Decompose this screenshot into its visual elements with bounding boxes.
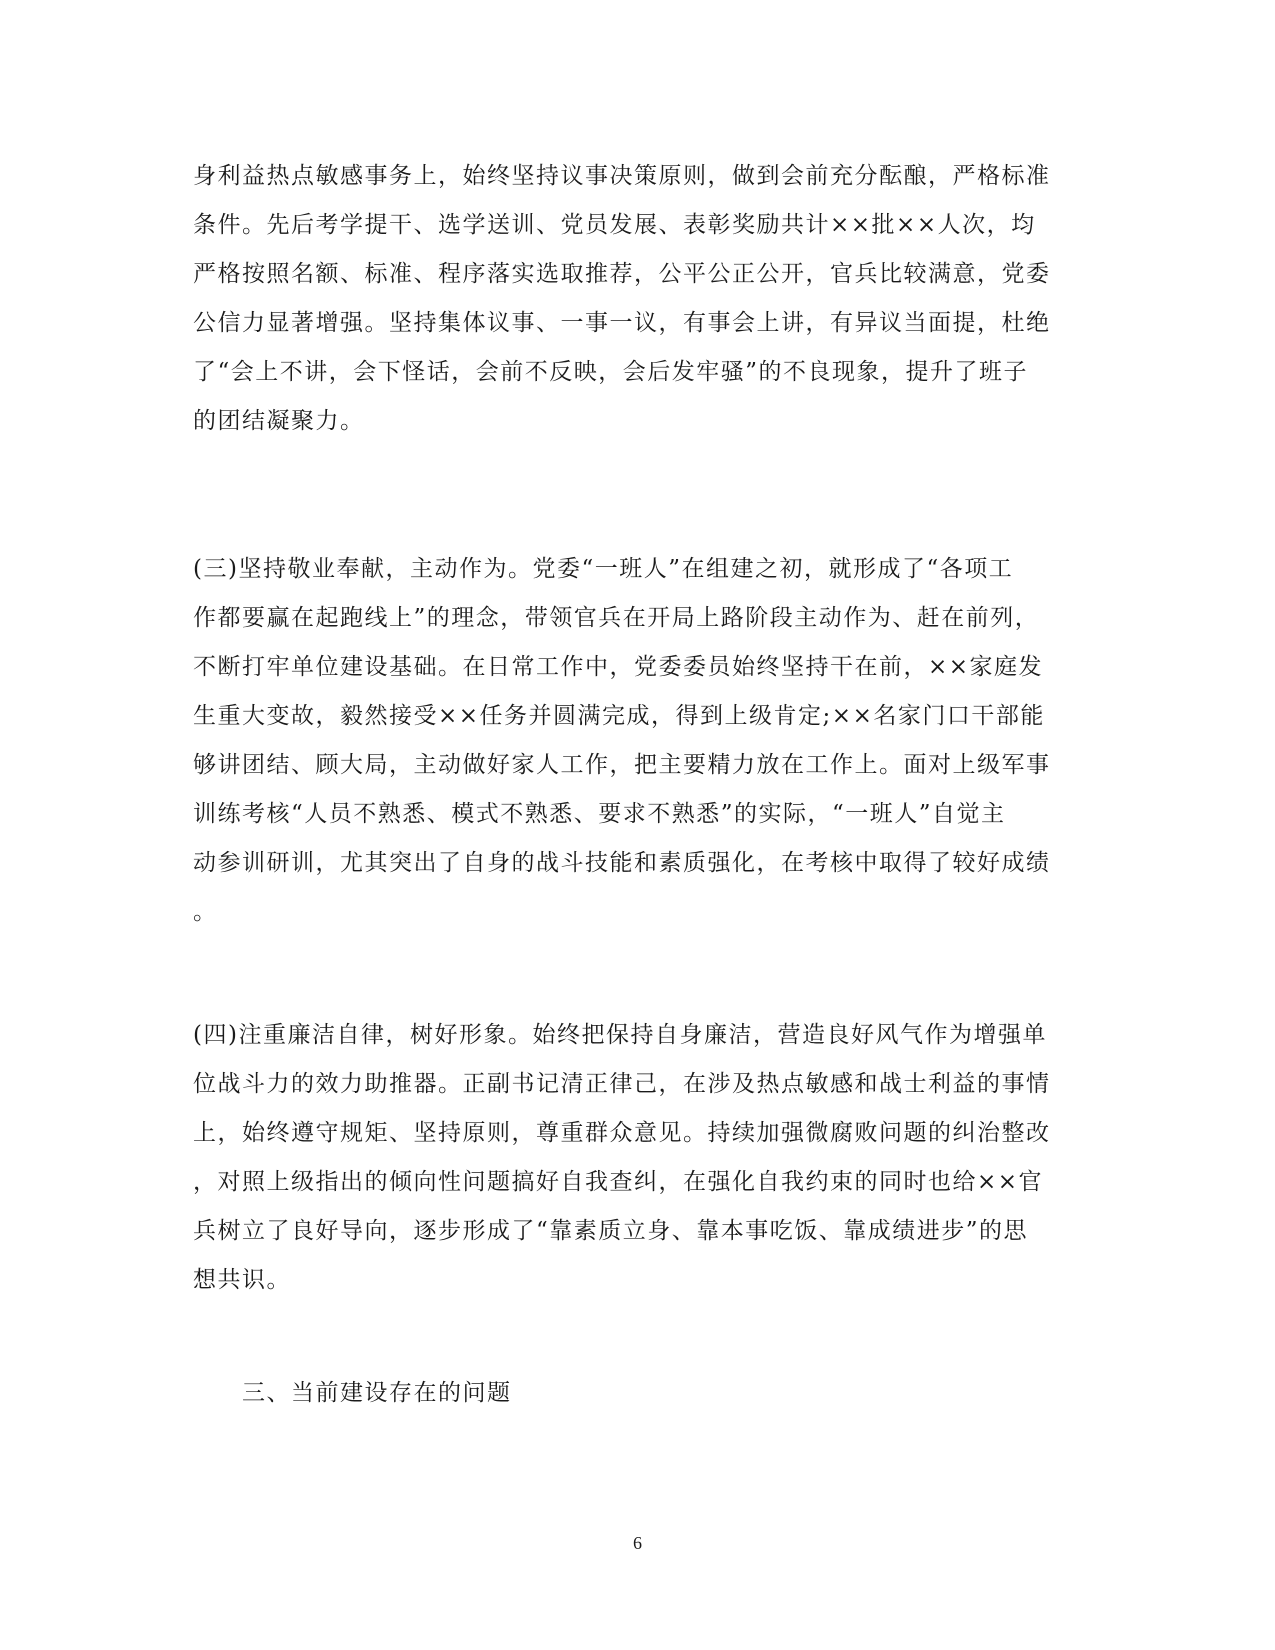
- text-line: 动参训研训，尤其突出了自身的战斗技能和素质强化，在考核中取得了较好成绩: [193, 850, 1051, 876]
- text-line: 上，始终遵守规矩、坚持原则，尊重群众意见。持续加强微腐败问题的纠治整改: [193, 1120, 1051, 1146]
- text-line: (四)注重廉洁自律，树好形象。始终把保持自身廉洁，营造良好风气作为增强单: [193, 1022, 1047, 1048]
- text-line: (三)坚持敬业奉献，主动作为。党委“一班人”在组建之初，就形成了“各项工: [193, 556, 1014, 582]
- text-line: 不断打牢单位建设基础。在日常工作中，党委委员始终坚持干在前，××家庭发: [193, 654, 1044, 680]
- text-line: 兵树立了良好导向，逐步形成了“靠素质立身、靠本事吃饭、靠成绩进步”的思: [193, 1218, 1029, 1244]
- paragraph-2: [193, 545, 1073, 937]
- text-line: 身利益热点敏感事务上，始终坚持议事决策原则，做到会前充分酝酿，严格标准: [193, 163, 1051, 189]
- text-line: 条件。先后考学提干、选学送训、党员发展、表彰奖励共计××批××人次，均: [193, 212, 1036, 238]
- paragraph-1: [193, 152, 1073, 446]
- text-line: 想共识。: [193, 1267, 291, 1293]
- text-line: 作都要赢在起跑线上”的理念，带领官兵在开局上路阶段主动作为、赶在前列，: [193, 605, 1040, 631]
- text-line: 了“会上不讲，会下怪话，会前不反映，会后发牢骚”的不良现象，提升了班子: [193, 359, 1029, 385]
- text-line: 。: [193, 899, 218, 925]
- paragraph-3: [193, 1011, 1073, 1305]
- text-line: ，对照上级指出的倾向性问题搞好自我查纠，在强化自我约束的同时也给××官: [193, 1169, 1044, 1195]
- text-line: 生重大变故，毅然接受××任务并圆满完成，得到上级肯定;××名家门口干部能: [193, 703, 1045, 729]
- section-heading: 三、当前建设存在的问题: [242, 1380, 512, 1406]
- page-number: 6: [633, 1533, 642, 1553]
- text-line: 位战斗力的效力助推器。正副书记清正律己，在涉及热点敏感和战士利益的事情: [193, 1071, 1051, 1097]
- text-line: 训练考核“人员不熟悉、模式不熟悉、要求不熟悉”的实际，“一班人”自觉主: [193, 801, 1006, 827]
- text-line: 够讲团结、顾大局，主动做好家人工作，把主要精力放在工作上。面对上级军事: [193, 752, 1051, 778]
- text-line: 公信力显著增强。坚持集体议事、一事一议，有事会上讲，有异议当面提，杜绝: [193, 310, 1051, 336]
- text-line: 严格按照名额、标准、程序落实选取推荐，公平公正公开，官兵比较满意，党委: [193, 261, 1051, 287]
- text-line: 的团结凝聚力。: [193, 408, 365, 434]
